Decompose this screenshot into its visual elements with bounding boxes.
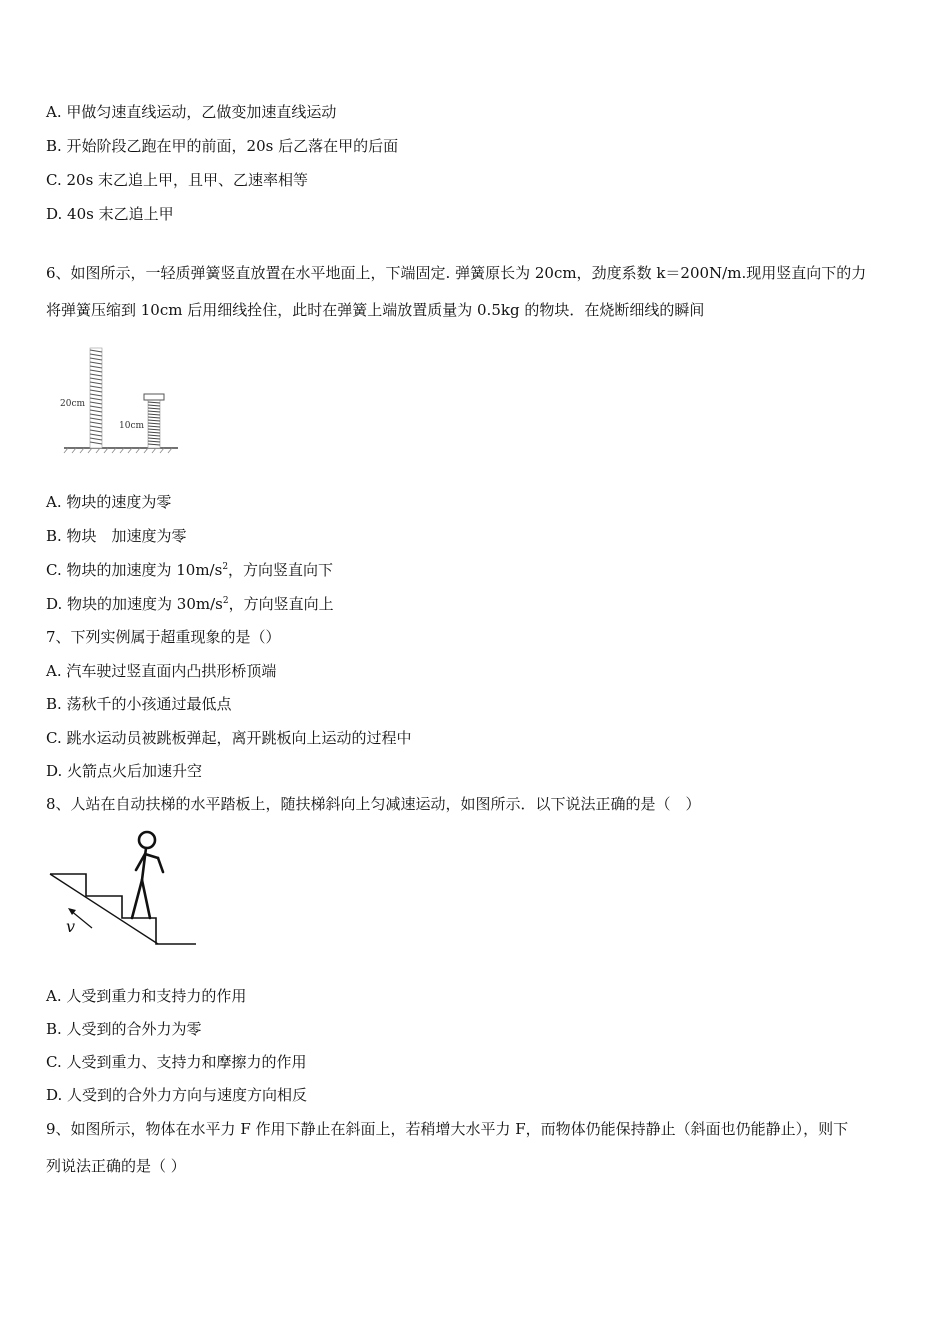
q6-option-b: B. 物块 加速度为零 [46, 527, 187, 545]
compressed-spring [148, 400, 160, 448]
q6-option-d: D. 物块的加速度为 $30m/s^2$，方向竖直向上 [46, 595, 334, 613]
q5-option-d: D. 40s 末乙追上甲 [46, 205, 174, 223]
q8-stem: 8、人站在自动扶梯的水平踏板上，随扶梯斜向上匀减速运动，如图所示．以下说法正确的是（ ） [46, 795, 701, 813]
q7-option-d: D. 火箭点火后加速升空 [46, 762, 203, 780]
velocity-label: v [66, 917, 76, 936]
label-10cm: 10cm [119, 421, 145, 431]
q7-option-c: C. 跳水运动员被跳板弹起，离开跳板向上运动的过程中 [46, 729, 412, 747]
person-icon [132, 832, 163, 918]
q6-option-c: C. 物块的加速度为 $10m/s^2$，方向竖直向下 [46, 561, 334, 579]
q7-option-a: A. 汽车驶过竖直面内凸拱形桥顶端 [46, 662, 277, 680]
tall-spring [90, 348, 102, 448]
q5-option-a: A. 甲做匀速直线运动，乙做变加速直线运动 [46, 103, 337, 121]
escalator-figure [46, 826, 200, 950]
q7-option-b: B. 荡秋千的小孩通过最低点 [46, 695, 232, 713]
q5-option-b: B. 开始阶段乙跑在甲的前面，20s 后乙落在甲的后面 [46, 137, 399, 155]
q9-stem-line2: 列说法正确的是（ ） [46, 1157, 186, 1175]
q9-stem-line1: 9、如图所示，物体在水平力 F 作用下静止在斜面上，若稍增大水平力 F，而物体仍能保持静止（斜面也仍能静止），则下 [46, 1120, 849, 1138]
q6-stem-line1: 6、如图所示，一轻质弹簧竖直放置在水平地面上，下端固定. 弹簧原长为 20cm，劲度系数 k＝200N/m.现用竖直向下的力 [46, 264, 867, 282]
q5-option-c: C. 20s 末乙追上甲，且甲、乙速率相等 [46, 171, 309, 189]
block [144, 394, 164, 400]
label-20cm: 20cm [60, 399, 86, 409]
q6-option-a: A. 物块的速度为零 [46, 493, 172, 511]
q8-option-a: A. 人受到重力和支持力的作用 [46, 987, 247, 1005]
q8-option-b: B. 人受到的合外力为零 [46, 1020, 202, 1038]
q8-option-c: C. 人受到重力、支持力和摩擦力的作用 [46, 1053, 307, 1071]
q7-stem: 7、下列实例属于超重现象的是（） [46, 628, 281, 646]
q6-stem-line2: 将弹簧压缩到 10cm 后用细线拴住，此时在弹簧上端放置质量为 0.5kg 的物块．在烧断细线的瞬间 [46, 301, 705, 319]
q8-option-d: D. 人受到的合外力方向与速度方向相反 [46, 1086, 308, 1104]
spring-figure [56, 336, 196, 458]
